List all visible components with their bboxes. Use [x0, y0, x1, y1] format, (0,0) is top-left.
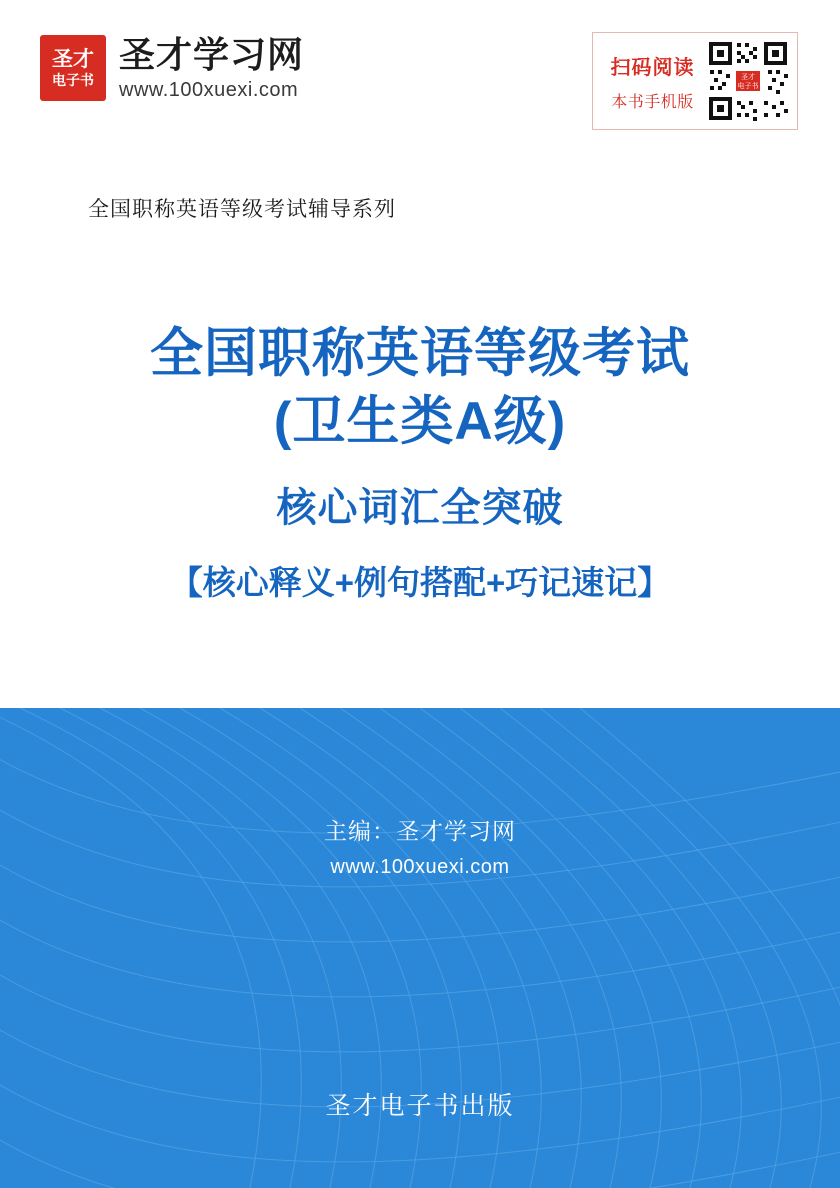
- page-title-line1: 全国职称英语等级考试: [150, 324, 690, 383]
- editor-url: www.100xuexi.com: [330, 856, 510, 878]
- qr-label: [593, 51, 706, 112]
- title-block: [0, 320, 840, 604]
- editor-block: [0, 813, 840, 879]
- logo-mark-line1: 圣才: [52, 47, 94, 71]
- brand-name: 圣才学习网: [119, 34, 305, 75]
- page-subtitle-secondary: 【核心释义+例句搭配+巧记速记】: [169, 563, 671, 601]
- cover-bottom-panel: [0, 708, 840, 1188]
- svg-text:圣才: 圣才: [741, 74, 755, 81]
- logo-mark-line2: 电子书: [52, 71, 94, 88]
- qr-label-line2: 本书手机版: [611, 93, 694, 111]
- qr-code-icon: [706, 39, 790, 123]
- shengcai-logo-icon: [40, 35, 106, 101]
- qr-label-line1: 扫码阅读: [610, 56, 695, 79]
- editor-name: 主编：圣才学习网: [324, 818, 516, 844]
- page-title-line2: (卫生类A级): [273, 391, 567, 451]
- page-subtitle: 核心词汇全突破: [276, 485, 564, 530]
- publisher-name: 圣才电子书出版: [325, 1092, 515, 1120]
- svg-text:电子书: 电子书: [737, 83, 759, 90]
- brand-text: [119, 35, 304, 102]
- series-label: 全国职称英语等级考试辅导系列: [88, 198, 396, 221]
- qr-scan-box[interactable]: [592, 32, 798, 130]
- brand-logo: [40, 35, 304, 102]
- brand-url: www.100xuexi.com: [119, 78, 299, 101]
